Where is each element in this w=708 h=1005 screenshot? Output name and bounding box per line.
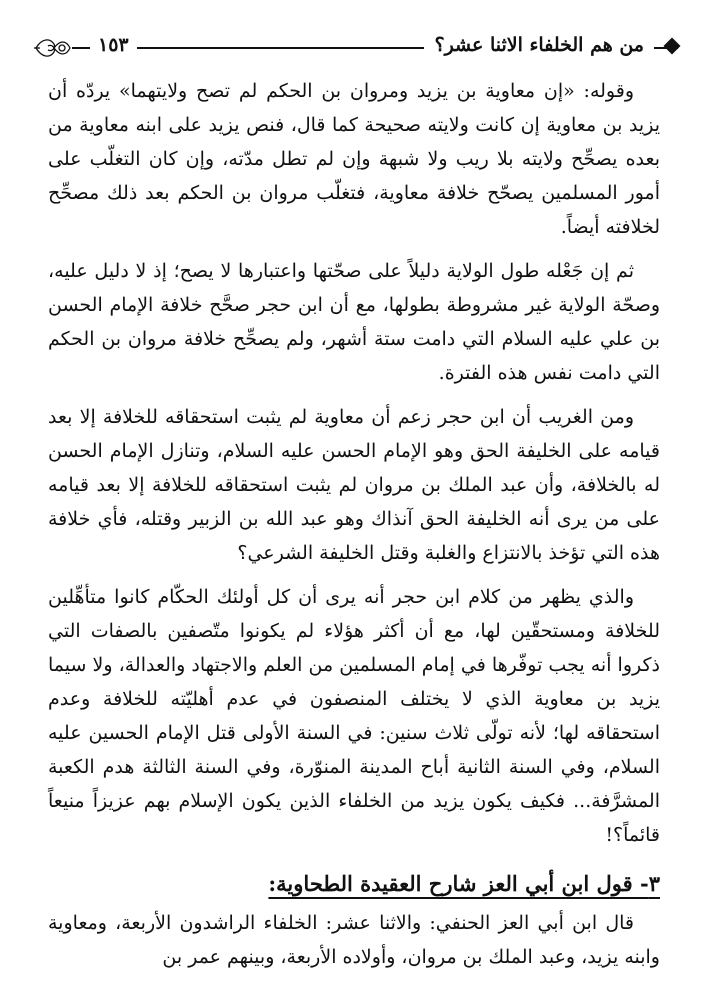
page-body	[48, 74, 660, 984]
page-header	[32, 28, 678, 68]
body-paragraph: وقوله: «إن معاوية بن يزيد ومروان بن الحكم لم تصح ولايتهما» يردّه أن يزيد بن معاوية إن كانت ولايته صحيحة كما قال، فنص يزيد على ابنه معاوية من بعده يصحِّح ولايته بلا ريب ولا شبهة وإن لم تطل مدّته، وإن كان التغلّب على أمور المسلمين يصحّح خلافة معاوية، فتغلّب مروان بن الحكم بعد ذلك مصحِّح لخلافته أيضاً.	[48, 80, 660, 238]
page-number: ١٥٣	[90, 34, 137, 56]
diamond-ornament-icon	[664, 38, 681, 55]
body-paragraph: ومن الغريب أن ابن حجر زعم أن معاوية لم يثبت استحقاقه للخلافة إلا بعد قيامه على الخليفة الحق وهو الإمام الحسن عليه السلام، وتنازل الإمام الحسن له بالخلافة، وأن عبد الملك بن مروان لم يثبت استحقاقه للخلافة إلا بعد قيامه على من يرى أنه الخليفة الحق آنذاك وهو عبد الله بن الزبير وقتله، فأي خلافة هذه التي تؤخذ بالانتزاع والغلبة وقتل الخليفة الشرعي؟	[48, 406, 661, 564]
body-paragraph: ثم إن جَعْله طول الولاية دليلاً على صحّتها واعتبارها لا يصح؛ إذ لا دليل عليه، وصحّة الولاية غير مشروطة بطولها، مع أن ابن حجر صحَّح خلافة الإمام الحسن بن علي عليه السلام التي دامت ستة أشهر، ولم يصحِّح خلافة مروان بن الحكم التي دامت نفس هذه الفترة.	[48, 260, 660, 384]
running-title: من هم الخلفاء الاثنا عشر؟	[424, 34, 654, 56]
section-heading: ٣- قول ابن أبي العز شارح العقيدة الطحاوية:	[268, 871, 660, 896]
body-paragraph: والذي يظهر من كلام ابن حجر أنه يرى أن كل أولئك الحكّام كانوا متأهِّلين للخلافة ومستحقّين لها، مع أن أكثر هؤلاء لم يكونوا متّصفين بالصفات التي ذكروا أنه يجب توفّرها في إمام المسلمين من العلم والاجتهاد والعدالة، ولا سيما يزيد بن معاوية الذي لا يختلف المنصفون في عدم أهليّته للخلافة وعدم استحقاقه لها؛ لأنه تولّى ثلاث سنين: في السنة الأولى قتل الإمام الحسين عليه السلام، وفي السنة الثانية أباح المدينة المنوّرة، وفي السنة الثالثة هدم الكعبة المشرَّفة... فكيف يكون يزيد من الخلفاء الذين يكون الإسلام بهم عزيزاً منيعاً قائماً؟!	[48, 586, 660, 846]
body-paragraph: قال ابن أبي العز الحنفي: والاثنا عشر: الخلفاء الراشدون الأربعة، ومعاوية وابنه يزيد، وعبد الملك بن مروان، وأولاده الأربعة، وبينهم عمر بن	[48, 912, 660, 968]
floral-ornament-icon	[32, 32, 72, 64]
